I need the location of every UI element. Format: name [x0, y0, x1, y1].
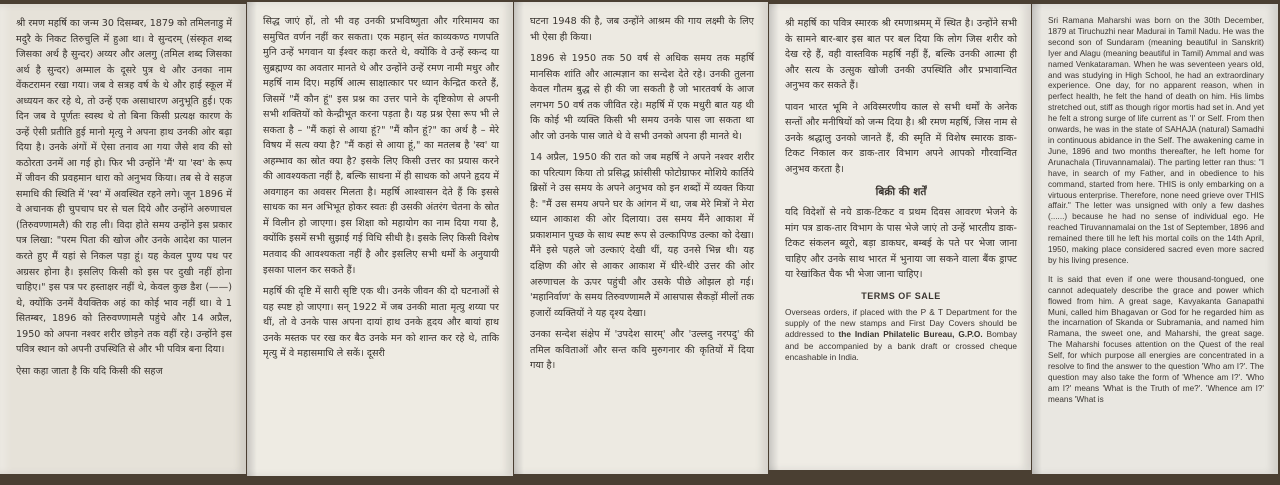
hindi-events-text [530, 14, 754, 374]
fold-shadow [1032, 4, 1042, 474]
brochure-panel-3 [514, 2, 768, 474]
paragraph: उनका सन्देश संक्षेप में 'उपदेश सारम्' और 'उल्लदु नरपदु' की तमिल कविताओं और सन्त कवि मुरुगनार की कृतियों में दिया गया है। [530, 329, 754, 372]
hindi-biography-text [16, 16, 232, 379]
brochure-panel-5 [1032, 4, 1278, 474]
brochure-panel-2 [247, 2, 513, 476]
brochure-panel-4 [769, 4, 1031, 470]
paragraph: श्री महर्षि का पवित्र स्मारक श्री रमणाश्रमम् में स्थित है। उन्होंने सभी के सामने बार-बार इस बात पर बल दिया कि लोग जिस शरीर को देख रहे हैं, वही वास्तविक महर्षि नहीं हैं, बल्कि उनकी आत्मा ही और सत्य के उत्सुक खोजी उनकी उपस्थिति और प्रभावान्वित अनुभव कर सकते हैं। [785, 18, 1017, 92]
paragraph: सिद्ध जाएं हों, तो भी वह उनकी प्रभविष्णुता और गरिमामय का समुचित वर्णन नहीं कर सकता। एक महान् संत काव्यकण्ठ गणपति मुनि उन्हें भगवान या ईश्वर कहा करते थे, क्योंकि वे उन्हें स्कन्द या सुब्रह्मण्य का अवतार मानते थे और उन्होंने उन्हें रमण नामी मधुर और महर्षि नाम दिए। महर्षि आत्म साक्षात्कार पर ध्यान केन्द्रित करते हैं, जिसमें "मैं कौन हूं" इस प्रश्न का उत्तर पाने के दृष्टिकोण से अपनी सभी शक्तियों को केन्द्रीभूत करना पड़ता है। यह प्रश्न ऐसा रूप भी ले सकता है – "मैं कहां से आया हूं?" "मैं कौन हूं?" का अर्थ है – मेरे विषय में सत्य क्या है? "मैं कहां से आया हूं," का मतलब है 'स्व' या अहम्भाव का स्रोत क्या है? इसके लिए किसी उत्तर का प्रयास करने की आवश्यकता नहीं है, बल्कि साधना में ही साधक को अपने हृदय में अवगाहन का अवसर मिलता है। महर्षि आश्वासन देते हैं कि इससे साधक का मन अभिभूत होकर स्वतः ही उसकी अंतरंग चेतना के स्रोत में विलीन हो जाएगा। इस शिक्षा को महायोग का नाम दिया गया है, क्योंकि इसमें सभी सुझाई गई विधि सीधी है। इसके लिए किसी विशेष मतवाद की आवश्यकता नहीं है और इसलिए सभी धर्मों के अनुयायी इसका पालन कर सकते हैं। [263, 16, 499, 276]
sale-text-hindi: यदि विदेशों से नये डाक-टिकट व प्रथम दिवस आवरण भेजने के मांग पत्र डाक-तार विभाग के पास भेजे जाएं तो उन्हें भारतीय डाक-टिकट संकलन ब्यूरो, बड़ा डाकघर, बम्बई के पते पर भेजा जाना चाहिए और उनके साथ भारत में भुनाया जा सकने वाला बैंक ड्राफ्ट या रेखांकित चैक भी भेजा जाना चाहिए। [785, 207, 1017, 281]
fold-shadow [514, 2, 524, 474]
paragraph: Sri Ramana Maharshi was born on the 30th December, 1879 at Tiruchuzhi near Madurai in Tamil Nadu. He was the second son of Sundaram (meaning beautiful in Sanskrit) Iyer and Alagu (meaning beautiful in Tamil) Ammal and was named Venkataraman. When he was seventeen years old, and was studying in High School, he had an extraordinary experience. One day, for no apparent reason, when in perfect health, he felt the hand of death on him. His limbs stretched out, stiff as though rigor mortis had set in. And yet he felt a strong surge of life current as 'I' or Self. From then onwards, he was in the state of SAHAJA (natural) Samadhi in continuous abidance in the Self. The awakening came in June, 1896 and two months thereafter, he left home for Arunachala (Tiruvannamalai). The parting letter ran thus: "I have, in search of my Father, and in obedience to his command, started from here. THIS is only embarking on a virtuous enterprise. Therefore, none need grieve over THIS affair." The letter was unsigned with only a few dashes (......) because he had no sense of individual ego. He reached Tiruvannamalai on the 1st of September, 1896 and remained there till he left his mortal coils on the 14th April, 1950, making place considered sacred even more sacred by his living presence. [1048, 16, 1264, 265]
hindi-memorial-text [785, 16, 1017, 177]
fold-shadow [769, 4, 779, 470]
english-biography-text [1048, 16, 1264, 406]
paragraph: 1896 से 1950 तक 50 वर्ष से अधिक समय तक महर्षि मानसिक शांति और आत्मज्ञान का सन्देश देते रहे। उनकी तुलना केवल गौतम बुद्ध से ही की जा सकती है जो भारतवर्ष के आज लगभग 50 वर्ष तक जीवित रहे। महर्षि में एक मधुरी बात यह थी कि कोई भी व्यक्ति किसी भी समय उनके पास जा सकता था और जो उनके पास जाते थे वे सभी उनको अपना ही मानते थे। [530, 53, 754, 142]
paragraph: 14 अप्रैल, 1950 की रात को जब महर्षि ने अपने नश्वर शरीर का परित्याग किया तो प्रसिद्ध फ्रांसीसी फोटोग्राफर मोशिये कार्तिये ब्रिसों ने उस समय के अपने अनुभव को इन शब्दों में व्यक्त किया है: "मैं उस समय अपने घर के आंगन में था, जब मेरे मित्रों ने मेरा ध्यान आकाश की ओर दिलाया। उस समय मैंने आकाश में प्रकाशमान पुच्छ के साथ स्पष्ट रूप से उल्कापिण्ड उल्का को देखा। मैंने इसे पहले जो उल्काएं देखी थीं, यह उनसे भिन्न थी। यह दक्षिण की ओर से आकर आकाश में धीरे-धीरे उत्तर की ओर अरुणाचल के ऊपर पहुंची और उसके पीछे ओझल हो गई। 'महानिर्वाण' के समय तिरुवण्णामलै में आसपास सैकड़ों मीलों तक हजारों व्यक्तियों ने यह दृश्य देखा। [530, 152, 754, 319]
paragraph: महर्षि की दृष्टि में सारी सृष्टि एक थी। उनके जीवन की दो घटनाओं से यह स्पष्ट हो जाएगा। सन् 1922 में जब उनकी माता मृत्यु शय्या पर थीं, तो वे उनके पास अपना दायां हाथ उनके हृदय और बायां हाथ उनके मस्तक पर रख कर बैठ उनके मन को शान्त कर रहे थे, ताकि मृत्यु में वे महासमाधि ले सकें। दूसरी [263, 286, 499, 360]
fold-shadow [247, 2, 257, 476]
terms-of-sale-text [785, 307, 1017, 363]
hindi-teaching-text [263, 14, 499, 362]
paragraph: घटना 1948 की है, जब उन्होंने आश्रम की गाय लक्ष्मी के लिए भी ऐसा ही किया। [530, 16, 754, 43]
paragraph: पावन भारत भूमि ने अविस्मरणीय काल से सभी धर्मों के अनेक सन्तों और मनीषियों को जन्म दिया है। श्री रमण महर्षि, जिस नाम से उनके श्रद्धालु उनको जानते हैं, की स्मृति में विशेष स्मारक डाक-टिकट निकाल कर डाक-तार विभाग अपने आपको गौरवान्वित अनुभव करता है। [785, 101, 1017, 175]
terms-bureau-address: the Indian Philatelic Bureau, G.P.O. [838, 329, 983, 340]
paragraph: श्री रमण महर्षि का जन्म 30 दिसम्बर, 1879 को तमिलनाडु में मदुरै के निकट तिरुचुलि में हुआ था। वे सुन्दरम् (संस्कृत शब्द जिसका अर्थ है सुन्दर) अय्यर और अलगु (तमिल शब्द जिसका अर्थ है सुन्दर) अम्माल के दूसरे पुत्र थे और उनका नाम वेंकटरामन रखा गया। जब वे सत्रह वर्ष के थे और हाई स्कूल में अध्ययन कर रहे थे, तो उन्हें एक असाधारण अनुभूति हुई। एक दिन जब वे पूर्णतः स्वस्थ थे तो बिना किसी प्रत्यक्ष कारण के उन्हें ऐसी प्रतीति हुई मानो मृत्यु ने अपना हाथ उनकी ओर बढ़ा दिया है। उनके अंगों में ऐसा तनाव आ गया जैसे शव की सो कठोरता उनमें आ गई हो। फिर भी उन्होंने 'मैं' या 'स्व' के रूप में जीवन की प्रवहमान धारा को अनुभव किया। तब से वे सहज समाधि की स्थिति में 'स्व' में अवस्थित रहने लगे। जून 1896 में वे अचानक ही चुपचाप घर से चल दिये और उन्होंने अरुणाचल (तिरुवण्णामलै) की राह ली। विदा होते समय उन्होंने इस प्रकार पत्र लिखा: "परम पिता की खोज और उनके आदेश का पालन करते हुए मैं यहां से निकल पड़ा हूं। यह केवल पुण्य पथ पर अग्रसर होना है। इसलिए किसी को इस पर दुखी नहीं होना चाहिए।" इस पत्र पर हस्ताक्षर नहीं थे, केवल कुछ डैश (——) थे, क्योंकि उनमें वैयक्तिक अहं का कोई भाव नहीं था। वे 1 सितम्बर, 1896 को तिरुवण्णामलै पहुंचे और 14 अप्रैल, 1950 को अपना नश्वर शरीर छोड़ने तक वहीं रहे। उन्होंने इस पवित्र स्थान को अपनी उपस्थिति से और भी पवित्र बना दिया। [16, 18, 232, 356]
terms-of-sale-heading: TERMS OF SALE [861, 290, 941, 301]
terms-text: Bombay and be accompanied by a bank draft or crossed cheque encashable in India. [785, 329, 1017, 362]
brochure-panel-1 [0, 4, 246, 474]
paragraph: It is said that even if one were thousand-tongued, one cannot adequately describe the grace and power which flowed from him. A great sage, Kavyakanta Ganapathi Muni, called him Bhagavan or God for he regarded him as the incarnation of Skanda or Subramania, and named him Ramana, the sweet one, and Maharshi, the great sage. The Maharshi focuses attention on the Quest of the real Self, for which purpose all energies are concentrated in a resolve to find the answer to the question 'Who am I?'. The question may also take the form of 'Whence am I?'. 'Who am I?' means 'What is the Truth of me?'. 'Whence am I?' means 'What is [1048, 274, 1264, 404]
paragraph: ऐसा कहा जाता है कि यदि किसी की सहज [16, 365, 163, 377]
sale-heading-hindi: बिक्री की शर्तें [875, 186, 927, 199]
terms-text: Overseas orders, if placed with the P & T Department for the supply of the new stamps and First Day Covers should be addressed to [785, 306, 1017, 340]
